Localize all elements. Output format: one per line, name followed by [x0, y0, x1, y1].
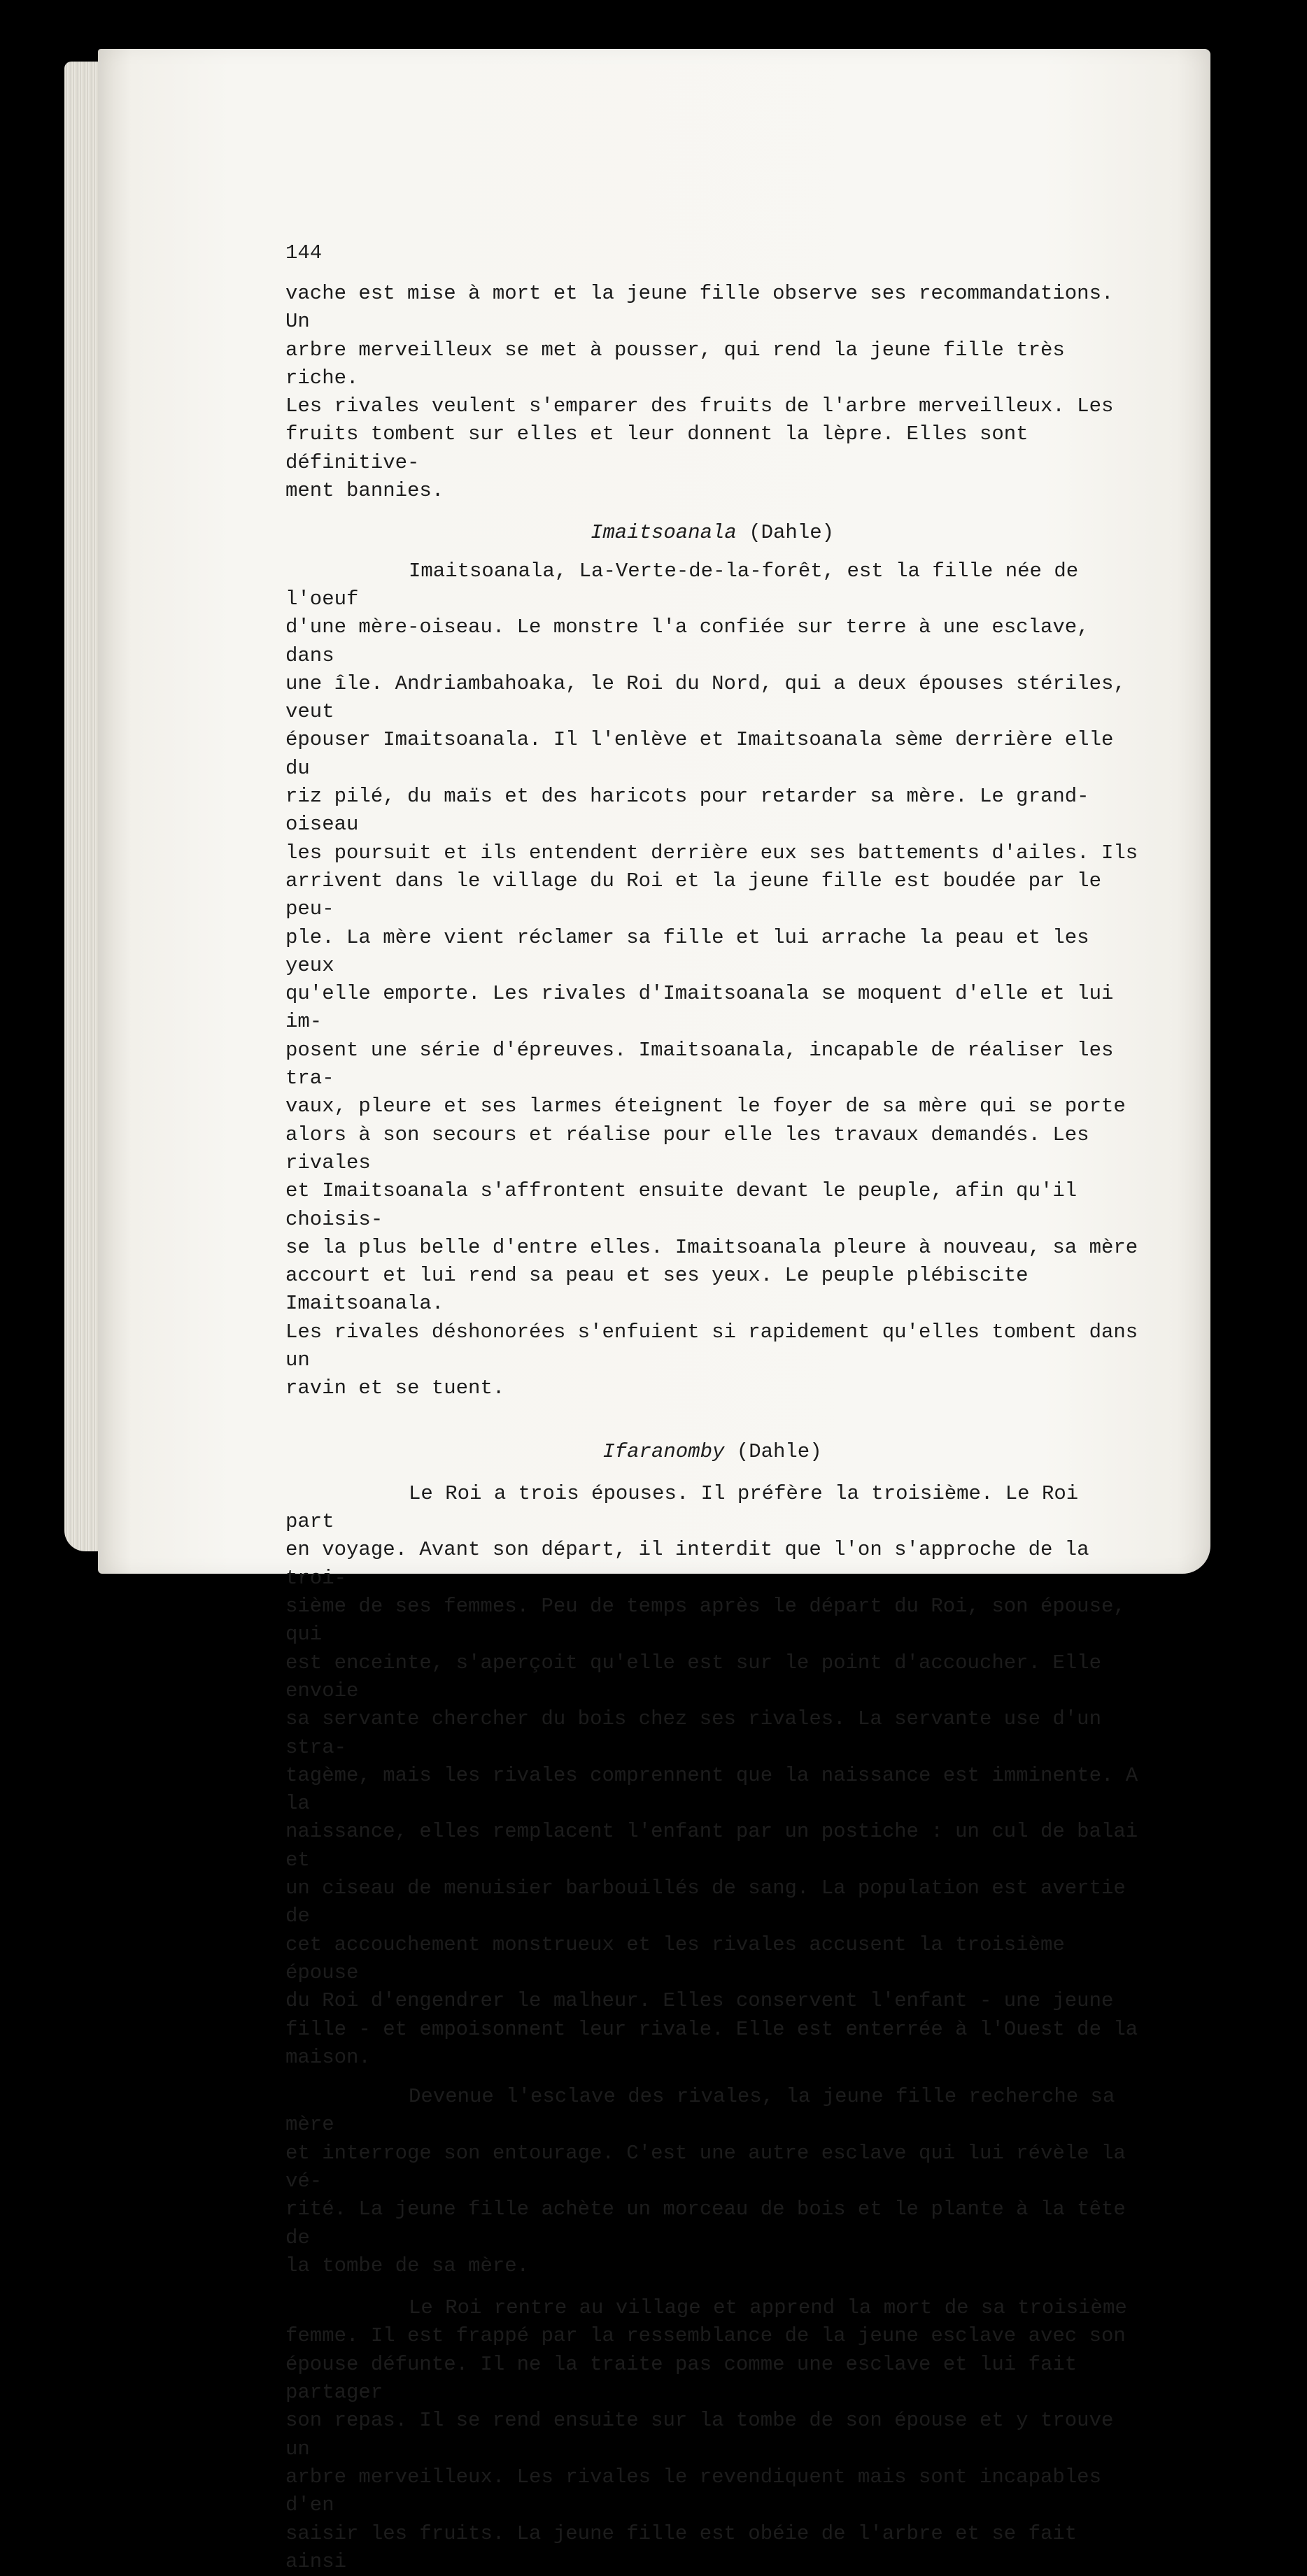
text-line: un ciseau de menuisier barbouillés de sang. La population est avertie de: [285, 1877, 1126, 1928]
text-line: la tombe de sa mère.: [285, 2254, 530, 2277]
section-title: Imaitsoanala: [590, 521, 737, 545]
imaitsoanala-paragraph: [285, 557, 1139, 1403]
text-line: Les rivales veulent s'emparer des fruits de l'arbre merveilleux. Les: [285, 394, 1114, 418]
text-line: alors à son secours et réalise pour elle les travaux demandés. Les rivales: [285, 1123, 1089, 1174]
section-heading-ifaranomby: [285, 1438, 1139, 1466]
text-line: arbre merveilleux. Les rivales le revendiquent mais sont incapables d'en: [285, 2465, 1101, 2517]
text-line: son repas. Il se rend ensuite sur la tombe de son épouse et y trouve un: [285, 2409, 1114, 2461]
text-line: posent une série d'épreuves. Imaitsoanala, incapable de réaliser les tra-: [285, 1038, 1114, 1090]
text-line: épouser Imaitsoanala. Il l'enlève et Imaitsoanala sème derrière elle du: [285, 728, 1114, 780]
text-line: arrivent dans le village du Roi et la jeune fille est boudée par le peu-: [285, 869, 1101, 921]
section-title: Ifaranomby: [602, 1439, 725, 1463]
ifaranomby-paragraph-1: [285, 1480, 1139, 2072]
text-line: ravin et se tuent.: [285, 1376, 505, 1400]
text-line: qu'elle emporte. Les rivales d'Imaitsoanala se moquent d'elle et lui im-: [285, 982, 1114, 1034]
text-line: naissance, elles remplacent l'enfant par un postiche : un cul de balai et: [285, 1820, 1138, 1872]
ifaranomby-paragraph-3: [285, 2294, 1139, 2576]
text-line: et Imaitsoanala s'affrontent ensuite devant le peuple, afin qu'il choisis-: [285, 1179, 1078, 1231]
text-line: ment bannies.: [285, 479, 444, 503]
text-line: maison.: [285, 2045, 371, 2069]
text-line: et interroge son entourage. C'est une autre esclave qui lui révèle la vé-: [285, 2141, 1126, 2193]
section-source: (Dahle): [749, 521, 835, 545]
text-line: cet accouchement monstrueux et les rivales accusent la troisième épouse: [285, 1933, 1065, 1984]
text-line: sième de ses femmes. Peu de temps après le départ du Roi, son épouse, qui: [285, 1595, 1126, 1646]
text-line: se la plus belle d'entre elles. Imaitsoanala pleure à nouveau, sa mère: [285, 1235, 1138, 1259]
intro-paragraph: [285, 280, 1139, 505]
text-line: saisir les fruits. La jeune fille est obéie de l'arbre et se fait ainsi: [285, 2521, 1078, 2573]
text-line: Imaitsoanala, La-Verte-de-la-forêt, est la fille née de l'oeuf: [285, 559, 1079, 611]
text-line: une île. Andriambahoaka, le Roi du Nord, qui a deux épouses stériles, veut: [285, 671, 1126, 724]
text-line: vache est mise à mort et la jeune fille observe ses recommandations. Un: [285, 282, 1114, 334]
text-line: riz pilé, du maïs et des haricots pour retarder sa mère. Le grand-oiseau: [285, 785, 1089, 837]
text-line: fruits tombent sur elles et leur donnent la lèpre. Elles sont définitive-: [285, 422, 1029, 474]
text-line: femme. Il est frappé par la ressemblance de la jeune esclave avec son: [285, 2324, 1126, 2348]
page-number: 144: [285, 241, 323, 264]
text-line: fille - et empoisonnent leur rivale. Elle est enterrée à l'Ouest de la: [285, 2017, 1138, 2041]
text-line: Le Roi a trois épouses. Il préfère la troisième. Le Roi part: [285, 1481, 1079, 1534]
text-line: ple. La mère vient réclamer sa fille et lui arrache la peau et les yeux: [285, 925, 1089, 977]
section-source: (Dahle): [736, 1439, 822, 1463]
text-line: vaux, pleure et ses larmes éteignent le foyer de sa mère qui se porte: [285, 1095, 1126, 1118]
text-line: arbre merveilleux se met à pousser, qui rend la jeune fille très riche.: [285, 338, 1065, 390]
text-line: tagème, mais les rivales comprennent que la naissance est imminente. A la: [285, 1763, 1138, 1816]
text-line: Devenue l'esclave des rivales, la jeune fille recherche sa mère: [285, 2085, 1115, 2137]
text-line: d'une mère-oiseau. Le monstre l'a confiée sur terre à une esclave, dans: [285, 615, 1089, 667]
section-heading-imaitsoanala: [285, 519, 1139, 547]
ifaranomby-paragraph-2: [285, 2083, 1139, 2280]
text-line: sa servante chercher du bois chez ses rivales. La servante use d'un stra-: [285, 1707, 1101, 1759]
text-line: du Roi d'engendrer le malheur. Elles conservent l'enfant - une jeune: [285, 1989, 1114, 2013]
text-line: rité. La jeune fille achète un morceau de bois et le plante à la tête de: [285, 2198, 1126, 2249]
text-line: en voyage. Avant son départ, il interdit que l'on s'approche de la troi-: [285, 1538, 1089, 1590]
text-line: épouse défunte. Il ne la traite pas comme une esclave et lui fait partager: [285, 2352, 1078, 2405]
text-line: est enceinte, s'aperçoit qu'elle est sur le point d'accoucher. Elle envoie: [285, 1651, 1101, 1702]
text-line: Le Roi rentre au village et apprend la mort de sa troisième: [409, 2296, 1127, 2320]
text-line: les poursuit et ils entendent derrière eux ses battements d'ailes. Ils: [285, 841, 1138, 864]
page-text: [285, 280, 1139, 2576]
text-line: accourt et lui rend sa peau et ses yeux. Le peuple plébiscite Imaitsoanala.: [285, 1264, 1029, 1316]
text-line: Les rivales déshonorées s'enfuient si rapidement qu'elles tombent dans un: [285, 1320, 1138, 1372]
